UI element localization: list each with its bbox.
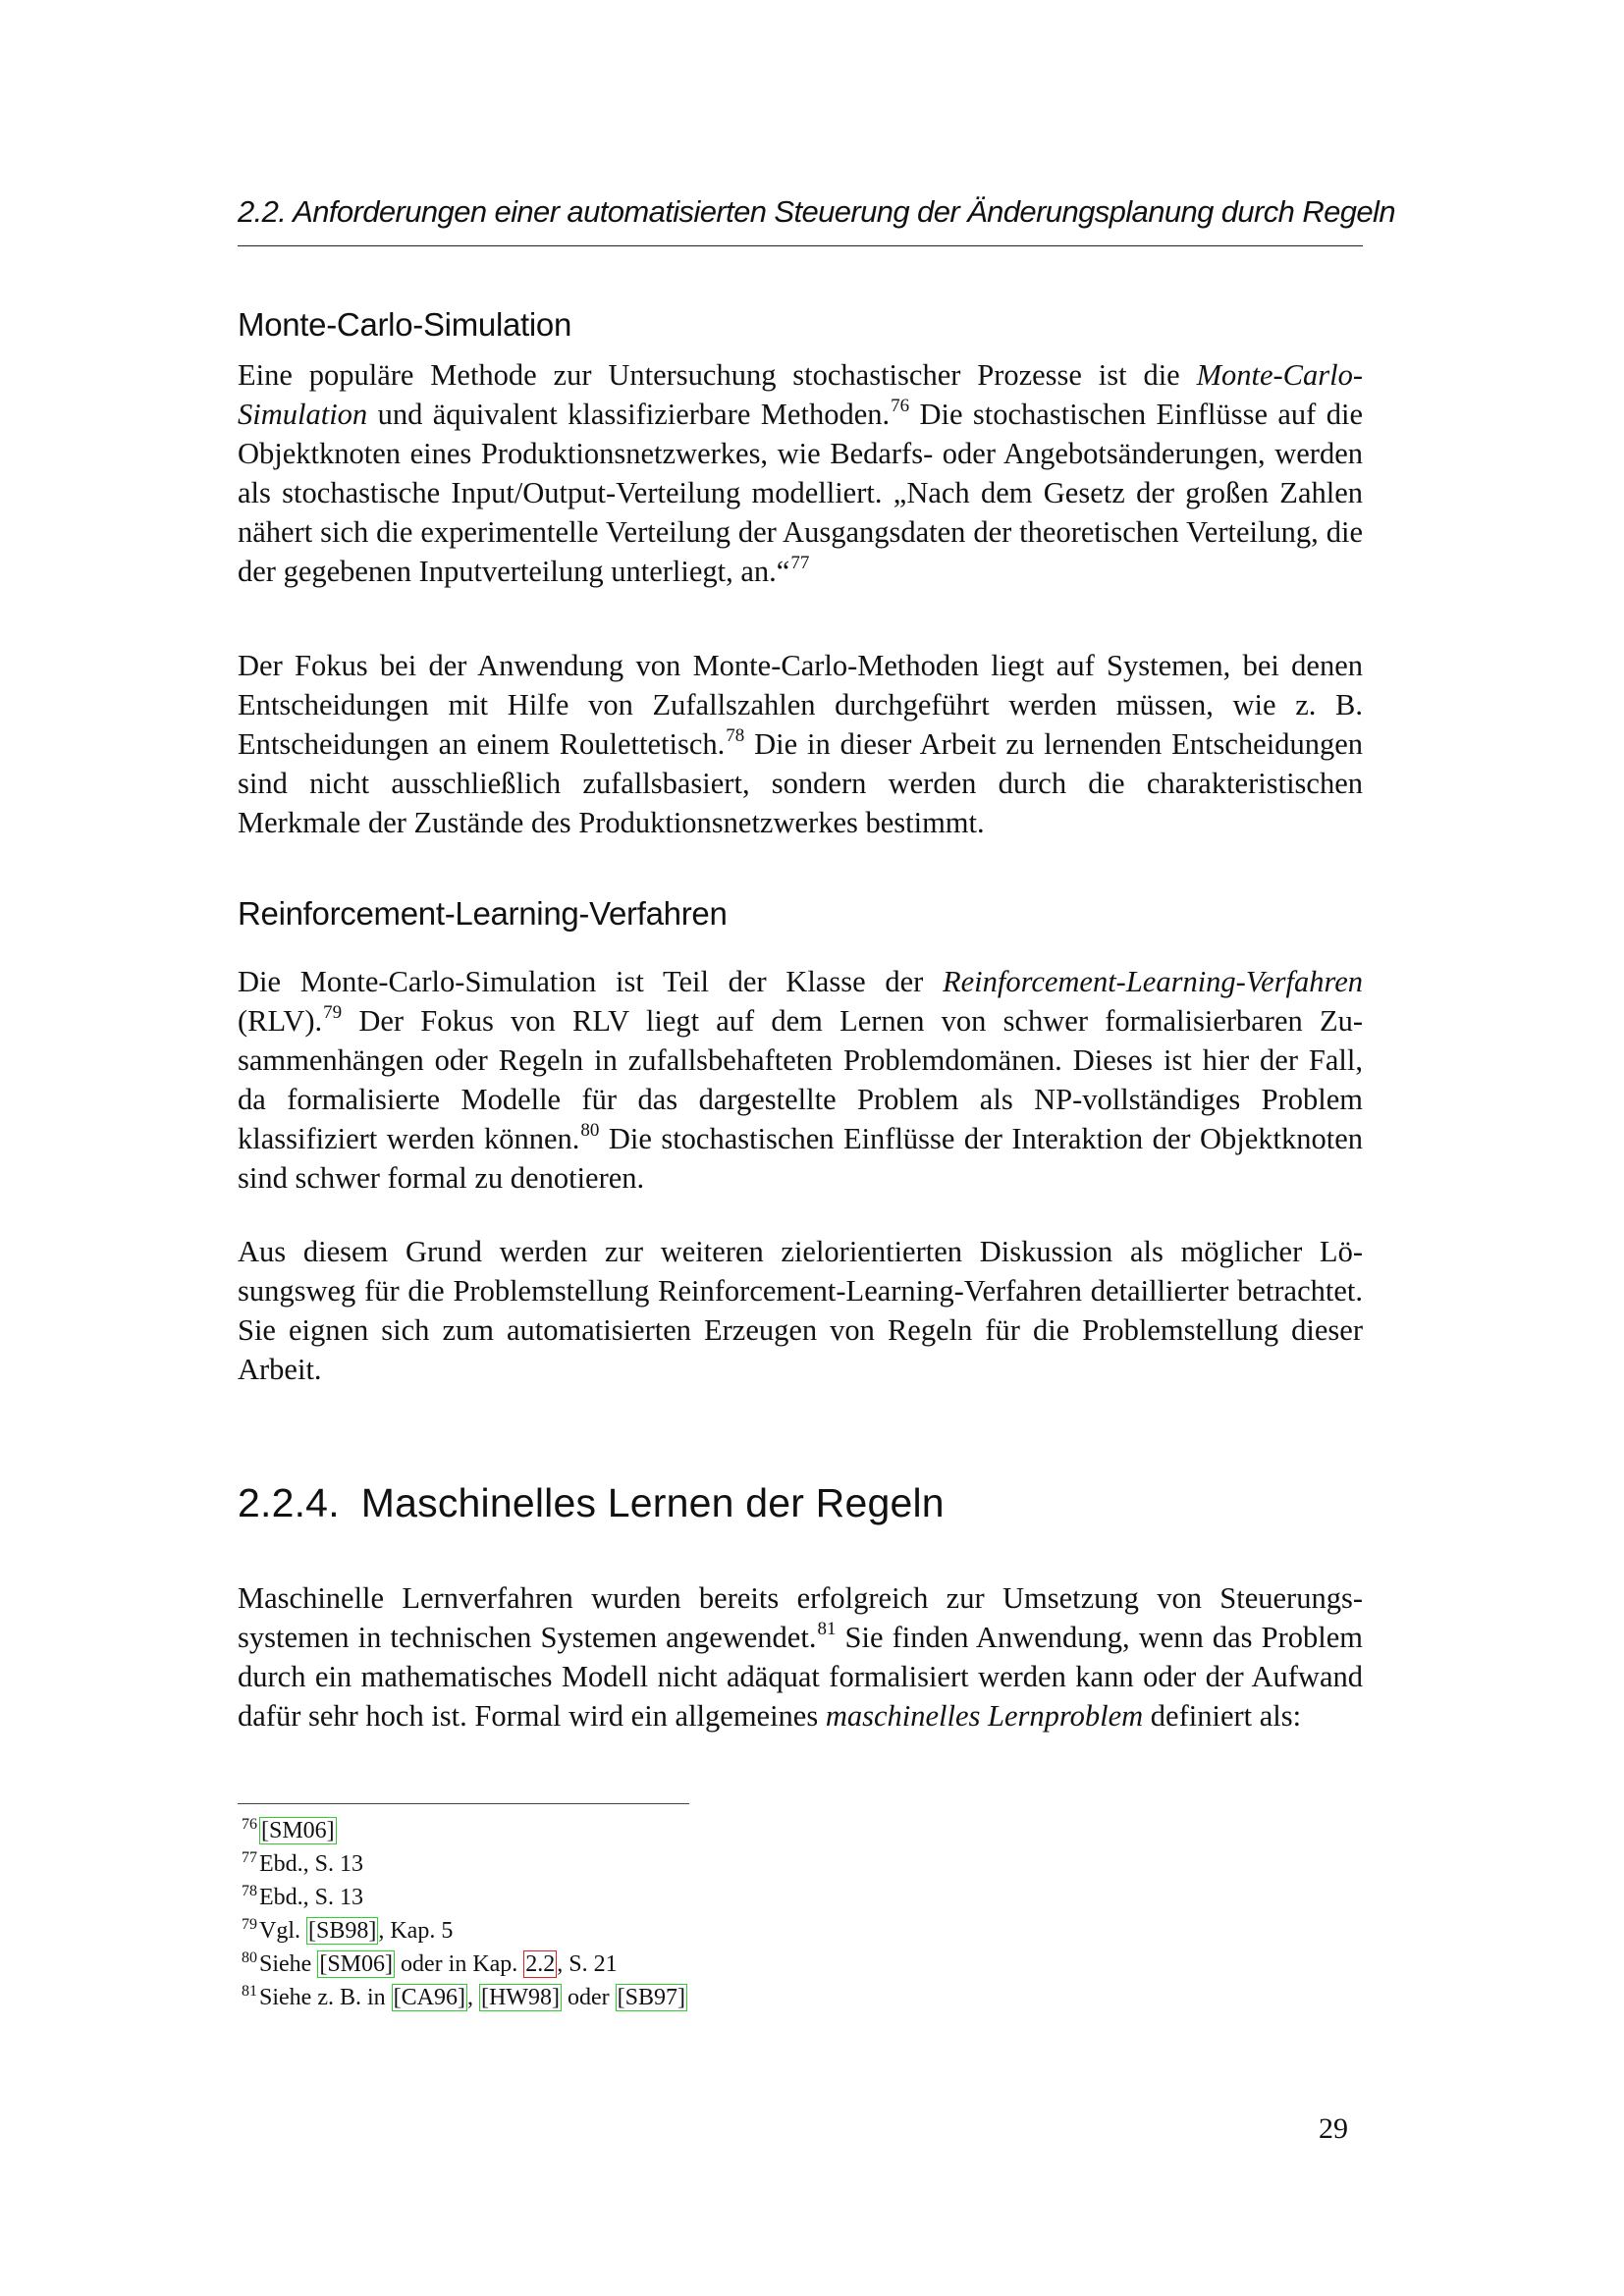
footnote-76: $^{76}$ [SM06] [242, 1816, 335, 1843]
paragraph-rlv-1: Die Monte-Carlo-Simulation ist Teil der Klasse der Reinforcement-Learning-Verfahren (RLV).$^{79}$ Der Fokus von RLV liegt auf dem Lernen von schwer formalisierbaren Zusammenhängen oder Regeln in zufallsbehafteten Problemdomänen. Dieses ist hier der Fall, da formalisierte Modelle für das dargestellte Problem als NP-vollständiges Problem klassifiziert werden können.$^{80}$ Die stochastischen Einflüsse der Interaktion der Objektknoten sind schwer formal zu denotieren. [238, 965, 1363, 1195]
footnote-ref-78[interactable]: 78 [726, 725, 745, 746]
section-heading-ml [238, 1480, 945, 1526]
header-rule [238, 245, 1363, 246]
footnote-ref-77[interactable]: 77 [790, 553, 810, 573]
footnote-81: $^{81}$Siehe z. B. in [CA96], [HW98] oder [SB97] [242, 1983, 685, 2010]
footnote-79: $^{79}$Vgl. [SB98], Kap. 5 [242, 1916, 454, 1944]
running-header: 2.2. Anforderungen einer automatisierten Steuerung der Änderungsplanung durch Regeln [238, 194, 1395, 229]
citation-link[interactable]: [SB98] [308, 1918, 377, 1944]
footnote-ref-80[interactable]: 80 [580, 1120, 600, 1141]
footnote-ref-79[interactable]: 79 [323, 1002, 343, 1023]
footnote-77: $^{77}$Ebd., S. 13 [242, 1849, 364, 1877]
paragraph-monte-carlo-2: Der Fokus bei der Anwendung von Monte-Carlo-Methoden liegt auf Systemen, bei denen Entscheidungen mit Hilfe von Zufallszahlen durchgeführt werden müssen, wie z. B. Entscheidungen an einem Roulettetisch.$^{78}$ Die in dieser Arbeit zu lernenden Entscheidungen sind nicht ausschließlich zufallsbasiert, sondern werden durch die charakteristischen Merkmale der Zustände des Produktionsnetzwerkes bestimmt. [238, 649, 1363, 839]
section-cross-reference-link[interactable]: 2.2 [525, 1951, 556, 1977]
citation-link[interactable]: [SB97] [617, 1985, 685, 2010]
section-title: Maschinelles Lernen der Regeln [360, 1480, 945, 1525]
citation-link[interactable]: [CA96] [393, 1985, 465, 2010]
section-number: 2.2.4. [238, 1480, 340, 1525]
citation-link[interactable]: [HW98] [480, 1985, 560, 2010]
footnote-80: $^{80}$Siehe [SM06] oder in Kap. 2.2, S. 21 [242, 1949, 618, 1977]
footnote-rule [238, 1803, 689, 1804]
citation-link[interactable]: [SM06] [319, 1951, 393, 1977]
subsection-heading-rlv: Reinforcement-Learning-Verfahren [238, 895, 728, 932]
paragraph-rlv-2: Aus diesem Grund werden zur weiteren zielorientierten Diskussion als möglicher Lösungsweg für die Problemstellung Reinforcement-Learning-Verfahren detaillierter betrachtet. Sie eignen sich zum automatisierten Erzeugen von Regeln für die Problemstellung dieser Arbeit. [238, 1235, 1363, 1386]
paragraph-ml-1: Maschinelle Lernverfahren wurden bereits erfolgreich zur Umsetzung von Steuerungssystemen in technischen Systemen angewendet.$^{81}$ Sie finden Anwendung, wenn das Problem durch ein mathematisches Modell nicht adäquat formalisiert werden kann oder der Aufwand dafür sehr hoch ist. Formal wird ein allgemeines maschinelles Lernproblem definiert als: [238, 1581, 1363, 1733]
paragraph-monte-carlo-1: Eine populäre Methode zur Untersuchung stochastischer Prozesse ist die Monte-Carlo-Simulation und äquivalent klassifizierbare Methoden.$^{76}$ Die stochastischen Einflüsse auf die Objektknoten eines Produktionsnetzwerkes, wie Bedarfs- oder Angebotsänderungen, werden als stochastische Input/Output-Verteilung modelliert. „Nach dem Gesetz der großen Zahlen nähert sich die experimentelle Verteilung der Ausgangsdaten der theoretischen Verteilung, die der gegebenen Inputverteilung unterliegt, an.“$^{77}$ [238, 358, 1363, 588]
footnote-78: $^{78}$Ebd., S. 13 [242, 1883, 364, 1910]
citation-link[interactable]: [SM06] [261, 1818, 335, 1843]
footnote-ref-76[interactable]: 76 [891, 396, 910, 416]
subsection-heading-monte-carlo: Monte-Carlo-Simulation [238, 306, 572, 343]
page-number: 29 [1319, 2112, 1348, 2145]
footnote-ref-81[interactable]: 81 [817, 1619, 837, 1639]
footnotes [242, 1814, 687, 2014]
